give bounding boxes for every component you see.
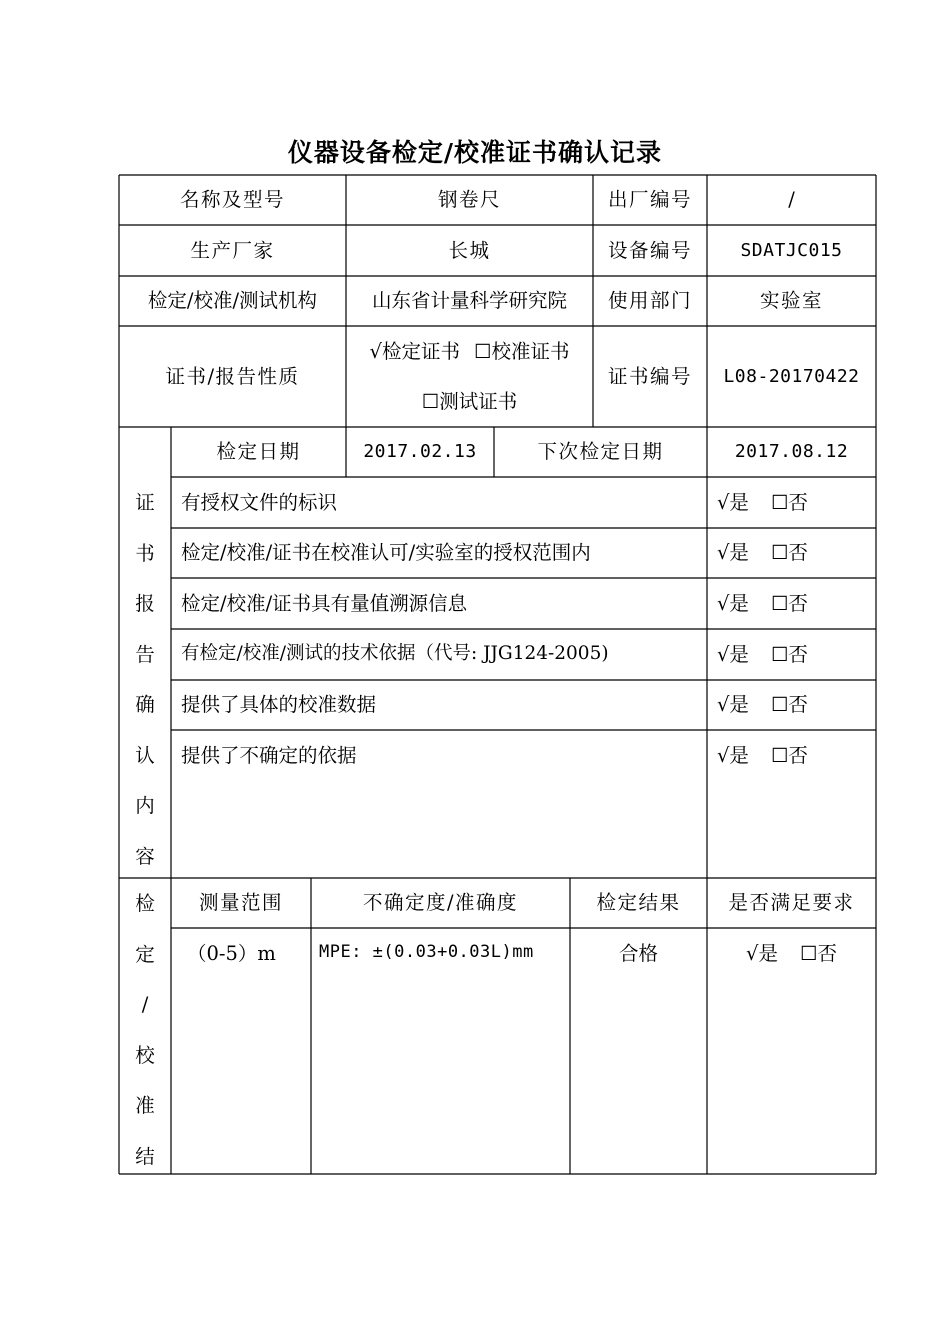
- option-calibration-certificate: 校准证书: [491, 339, 570, 363]
- checkbox-empty-icon: ☐: [473, 339, 492, 363]
- certificate-number-label: 证书编号: [607, 364, 692, 388]
- confirm-item-3-choice: [707, 578, 876, 629]
- no-unchecked: ☐否: [770, 693, 808, 717]
- confirm-item-2-choice: [707, 528, 876, 578]
- serial-number-label: 出厂编号: [607, 188, 692, 212]
- confirm-item-4-text: 有检定/校准/测试的技术依据（代号: JJG124-2005): [181, 643, 609, 665]
- confirm-item-3-text: 检定/校准/证书具有量值溯源信息: [181, 591, 468, 615]
- agency-label: 检定/校准/测试机构: [147, 289, 318, 313]
- confirm-item-1-text: 有授权文件的标识: [181, 490, 338, 514]
- yes-checked: √是: [717, 490, 749, 514]
- document-title: 仪器设备检定/校准证书确认记录: [287, 138, 663, 167]
- confirm-item-6-text: 提供了不确定的依据: [181, 744, 357, 767]
- check-mark-icon: √: [369, 339, 382, 363]
- no-unchecked: ☐否: [770, 642, 808, 666]
- yes-checked: √是: [717, 541, 749, 565]
- certificate-number-value: L08-20170422: [723, 365, 860, 387]
- meets-requirement-header: 是否满足要求: [728, 891, 855, 915]
- verification-result-value: 合格: [618, 942, 658, 965]
- yes-checked: √是: [717, 744, 749, 767]
- verification-date-label: 检定日期: [216, 440, 301, 464]
- no-unchecked: ☐否: [799, 942, 837, 965]
- serial-number-value: /: [788, 188, 795, 212]
- confirm-item-5-choice: [707, 680, 876, 730]
- uncertainty-header: 不确定度/准确度: [362, 891, 519, 915]
- department-label: 使用部门: [607, 289, 692, 313]
- confirm-item-1-choice: [707, 477, 876, 528]
- option-test-certificate: 测试证书: [439, 390, 518, 414]
- result-section-side-label: 检 定 / 校 准 结: [135, 892, 155, 1168]
- next-verification-date-value: 2017.08.12: [734, 441, 849, 462]
- yes-checked: √是: [717, 693, 749, 717]
- meets-requirement-choice: [707, 928, 876, 1174]
- confirm-item-5-text: 提供了具体的校准数据: [181, 693, 377, 717]
- confirm-item-6-choice: [707, 730, 876, 878]
- next-verification-date-label: 下次检定日期: [537, 440, 664, 464]
- agency-value: 山东省计量科学研究院: [371, 289, 567, 313]
- certificate-nature-label: 证书/报告性质: [165, 364, 300, 388]
- yes-checked: √是: [717, 591, 749, 615]
- yes-checked: √是: [746, 942, 778, 965]
- name-model-value: 钢卷尺: [437, 188, 501, 212]
- certificate-nature-options-line1: [346, 326, 593, 377]
- no-unchecked: ☐否: [770, 591, 808, 615]
- no-unchecked: ☐否: [770, 541, 808, 565]
- confirm-item-2-text: 检定/校准/证书在校准认可/实验室的授权范围内: [181, 541, 591, 565]
- verification-result-header: 检定结果: [596, 891, 681, 915]
- department-value: 实验室: [759, 289, 823, 313]
- certificate-nature-options-line2: [346, 377, 593, 427]
- equipment-number-value: SDATJC015: [740, 239, 843, 261]
- confirm-item-4-choice: [707, 629, 876, 680]
- uncertainty-value: MPE: ±(0.03+0.03L)mm: [319, 942, 534, 962]
- equipment-number-label: 设备编号: [607, 238, 692, 262]
- verification-date-value: 2017.02.13: [363, 441, 477, 462]
- manufacturer-value: 长城: [448, 238, 491, 262]
- measurement-range-header: 测量范围: [198, 891, 283, 915]
- name-model-label: 名称及型号: [179, 188, 285, 212]
- no-unchecked: ☐否: [770, 490, 808, 514]
- measurement-range-value: （0-5）m: [187, 942, 276, 965]
- no-unchecked: ☐否: [770, 744, 808, 767]
- checkbox-empty-icon: ☐: [421, 390, 440, 414]
- manufacturer-label: 生产厂家: [190, 238, 275, 262]
- option-verification-certificate: 检定证书: [381, 339, 460, 363]
- yes-checked: √是: [717, 642, 749, 666]
- confirm-section-side-label: 证 书 报 告 确 认 内 容: [135, 491, 155, 868]
